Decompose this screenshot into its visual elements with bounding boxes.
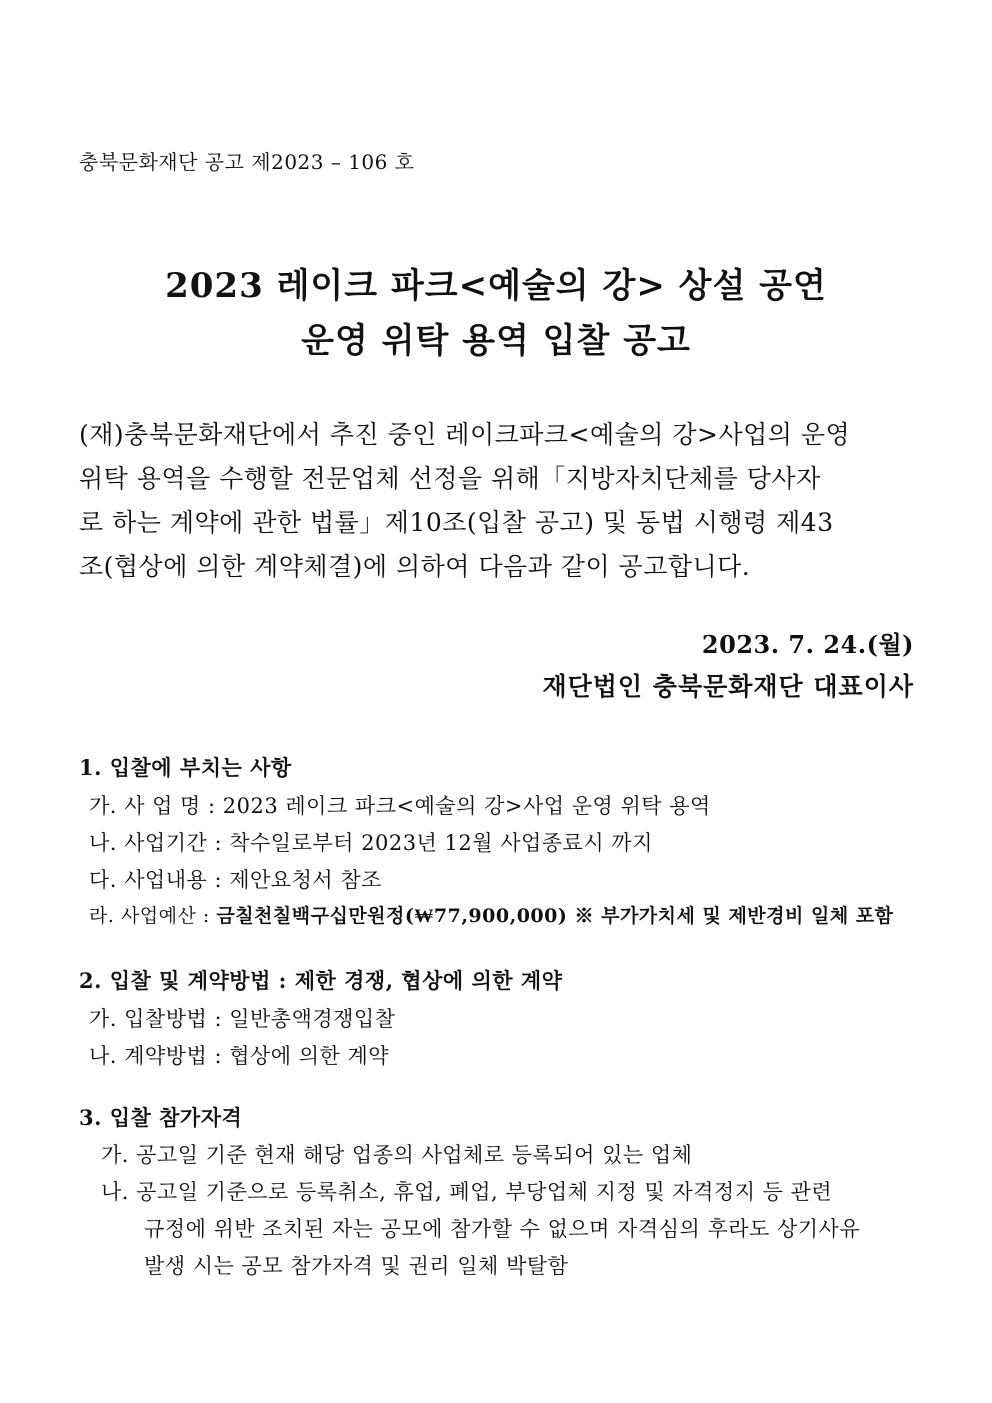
section-3-item-continued: 발생 시는 공모 참가자격 및 권리 일체 박탈함: [144, 1254, 569, 1278]
item-value: 2023 레이크 파크<예술의 강>사업 운영 위탁 용역: [222, 794, 711, 818]
section-3-item: 가. 공고일 기준 현재 해당 업종의 사업체로 등록되어 있는 업체: [101, 1143, 693, 1167]
section-3-title: 3. 입찰 참가자격: [79, 1105, 243, 1130]
section-2-title-label: 2. 입찰 및 계약방법 :: [79, 968, 295, 993]
item-value: 금칠천칠백구십만원정(₩77,900,000) ※ 부가가치세 및 제반경비 일체 포함: [216, 905, 894, 927]
intro-line: 조(협상에 의한 계약체결)에 의하여 다음과 같이 공고합니다.: [79, 552, 751, 581]
title-line-1: 2023 레이크 파크<예술의 강> 상설 공연: [165, 266, 827, 306]
section-2-title-value: 제한 경쟁, 협상에 의한 계약: [294, 968, 563, 993]
intro-line: 위탁 용역을 수행할 전문업체 선정을 위해「지방자치단체를 당사자: [79, 464, 821, 493]
item-label: 가. 입찰방법 :: [89, 1007, 230, 1031]
item-label: 나. 계약방법 :: [89, 1044, 230, 1068]
notice-number: 충북문화재단 공고 제2023 – 106 호: [79, 150, 415, 174]
item-label: 라. 사업예산 :: [89, 905, 217, 927]
signer: 재단법인 충북문화재단 대표이사: [542, 672, 914, 701]
item-value: 제안요청서 참조: [229, 868, 382, 892]
section-2-title: [79, 965, 562, 995]
section-2-item: [89, 1040, 389, 1070]
section-3-item-continued: 규정에 위반 조치된 자는 공모에 참가할 수 없으며 자격심의 후라도 상기사유: [144, 1217, 861, 1241]
section-1-item: [89, 790, 711, 820]
item-value: 협상에 의한 계약: [229, 1044, 390, 1068]
section-1-item: [89, 864, 382, 894]
section-3-item: 나. 공고일 기준으로 등록취소, 휴업, 폐업, 부당업체 지정 및 자격정지 등 관련: [101, 1180, 833, 1204]
notice-date: 2023. 7. 24.(월): [701, 630, 914, 659]
item-label: 나. 사업기간 :: [89, 831, 230, 855]
section-1-title: 1. 입찰에 부치는 사항: [79, 755, 292, 780]
section-1-item: [89, 827, 653, 857]
section-2-item: [89, 1003, 396, 1033]
title-line-2: 운영 위탁 용역 입찰 공고: [301, 321, 691, 361]
intro-line: 로 하는 계약에 관한 법률」제10조(입찰 공고) 및 동법 시행령 제43: [79, 508, 834, 537]
intro-line: (재)충북문화재단에서 추진 중인 레이크파크<예술의 강>사업의 운영: [79, 420, 851, 449]
item-label: 가. 사 업 명 :: [89, 794, 223, 818]
section-1-item: [89, 901, 894, 928]
item-value: 착수일로부터 2023년 12월 사업종료시 까지: [229, 831, 653, 855]
item-label: 다. 사업내용 :: [89, 868, 230, 892]
item-value: 일반총액경쟁입찰: [229, 1007, 396, 1031]
